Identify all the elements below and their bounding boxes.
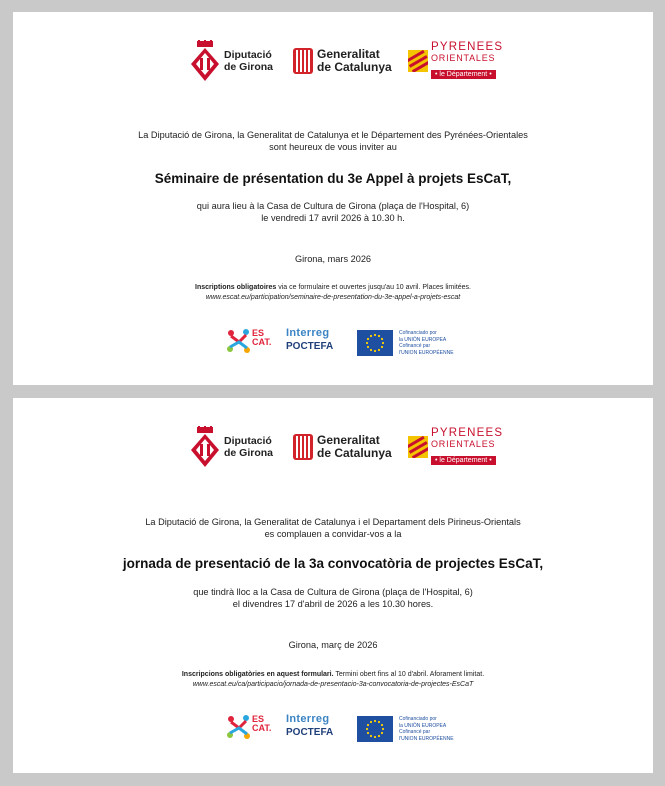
eu-line4: l'UNION EUROPÉENNE	[399, 349, 454, 356]
interreg-line2: POCTEFA	[286, 341, 334, 352]
generalitat-logo	[293, 40, 392, 82]
registration-link[interactable]: www.escat.eu/participation/seminaire-de-presentation-du-3e-appel-a-projets-escat	[205, 294, 461, 301]
intro-text	[13, 129, 653, 153]
diputacio-line1: Diputació	[224, 435, 272, 447]
eu-line2: la UNIÓN EUROPEA	[399, 336, 447, 343]
event-title: jornada de presentació de la 3a convocatòria de projectes EsCaT,	[122, 556, 544, 571]
pyrenees-line1: PYRENEES	[431, 426, 504, 439]
escat-line1: ES	[252, 714, 265, 724]
place-date: Girona, març de 2026	[288, 640, 378, 650]
generalitat-line2: de Catalunya	[317, 446, 392, 460]
diputacio-crest-icon	[190, 40, 220, 82]
escat-figures-icon	[226, 713, 252, 743]
intro-line1: La Diputació de Girona, la Generalitat de Catalunya i el Departament dels Pirineus-Orientals	[145, 517, 521, 527]
diputacio-line2: de Girona	[224, 447, 274, 459]
catalan-flag-icon	[408, 436, 428, 458]
registration-info	[13, 283, 653, 303]
partner-logos	[13, 40, 653, 82]
registration-details: Termini obert fins al 10 d'abril. Aforament limitat.	[333, 671, 485, 678]
intro-line2: sont heureux de vous inviter au	[269, 142, 397, 152]
partner-logos	[13, 426, 653, 468]
pyrenees-line3: • le Département •	[431, 456, 496, 465]
eu-cofunding-logo	[357, 715, 454, 743]
diputacio-line1: Diputació	[224, 49, 272, 61]
event-title: Séminaire de présentation du 3e Appel à projets EsCaT,	[154, 171, 512, 186]
intro-line1: La Diputació de Girona, la Generalitat de Catalunya et le Département des Pyrénées-Orientales	[138, 130, 528, 140]
generalitat-flag-icon	[293, 434, 313, 460]
invitation-card-fr	[13, 12, 653, 385]
eu-cofunding-logo	[357, 329, 454, 357]
diputacio-girona-logo	[190, 40, 273, 82]
pyrenees-line2: ORIENTALES	[431, 52, 496, 63]
venue-text	[13, 586, 653, 610]
funding-logos	[13, 713, 653, 745]
interreg-line2: POCTEFA	[286, 727, 334, 738]
escat-line2: CAT.	[252, 337, 272, 347]
venue-line2: le vendredi 17 avril 2026 à 10.30 h.	[261, 213, 405, 223]
eu-line1: Cofinanciado por	[399, 716, 437, 722]
venue-line1: que tindrà lloc a la Casa de Cultura de Girona (plaça de l'Hospital, 6)	[193, 587, 473, 597]
venue-line1: qui aura lieu à la Casa de Cultura de Girona (plaça de l'Hospital, 6)	[196, 201, 470, 211]
pyrenees-orientales-logo	[408, 426, 503, 468]
diputacio-line2: de Girona	[224, 61, 274, 73]
pyrenees-line2: ORIENTALES	[431, 438, 496, 449]
escat-line2: CAT.	[252, 723, 272, 733]
generalitat-flag-icon	[293, 48, 313, 74]
generalitat-logo	[293, 426, 392, 468]
registration-required: Inscripcions obligatòries en aquest formulari.	[181, 671, 334, 678]
interreg-line1: Interreg	[286, 327, 330, 339]
interreg-line1: Interreg	[286, 713, 330, 725]
eu-flag-icon	[357, 330, 393, 356]
eu-line3: Cofinancé par	[399, 343, 431, 349]
venue-text	[13, 200, 653, 224]
pyrenees-line1: PYRENEES	[431, 40, 504, 53]
registration-required: Inscriptions obligatoires	[195, 284, 277, 291]
eu-flag-icon	[357, 716, 393, 742]
interreg-poctefa-logo	[286, 327, 348, 359]
escat-line1: ES	[252, 328, 265, 338]
escat-logo	[226, 327, 276, 359]
eu-line4: l'UNION EUROPÉENNE	[399, 735, 454, 742]
funding-logos	[13, 327, 653, 359]
generalitat-line2: de Catalunya	[317, 60, 392, 74]
registration-details: via ce formulaire et ouvertes jusqu'au 10 avril. Places limitées.	[276, 284, 471, 291]
venue-line2: el divendres 17 d'abril de 2026 a les 10.30 hores.	[232, 599, 434, 609]
eu-line2: la UNIÓN EUROPEA	[399, 722, 447, 729]
interreg-poctefa-logo	[286, 713, 348, 745]
registration-info	[13, 670, 653, 690]
eu-line3: Cofinancé par	[399, 729, 431, 735]
diputacio-crest-icon	[190, 426, 220, 468]
pyrenees-orientales-logo	[408, 40, 503, 82]
intro-text	[13, 516, 653, 540]
generalitat-line1: Generalitat	[317, 433, 380, 447]
escat-figures-icon	[226, 327, 252, 357]
invitation-card-ca	[13, 398, 653, 773]
escat-logo	[226, 713, 276, 745]
eu-line1: Cofinanciado por	[399, 330, 437, 336]
diputacio-girona-logo	[190, 426, 273, 468]
intro-line2: es complauen a convidar-vos a la	[264, 529, 402, 539]
generalitat-line1: Generalitat	[317, 47, 380, 61]
catalan-flag-icon	[408, 50, 428, 72]
place-date: Girona, mars 2026	[294, 254, 372, 264]
pyrenees-line3: • le Département •	[431, 70, 496, 79]
registration-link[interactable]: www.escat.eu/ca/participacio/jornada-de-presentacio-3a-convocatoria-de-projectes-EsCaT	[192, 681, 474, 688]
